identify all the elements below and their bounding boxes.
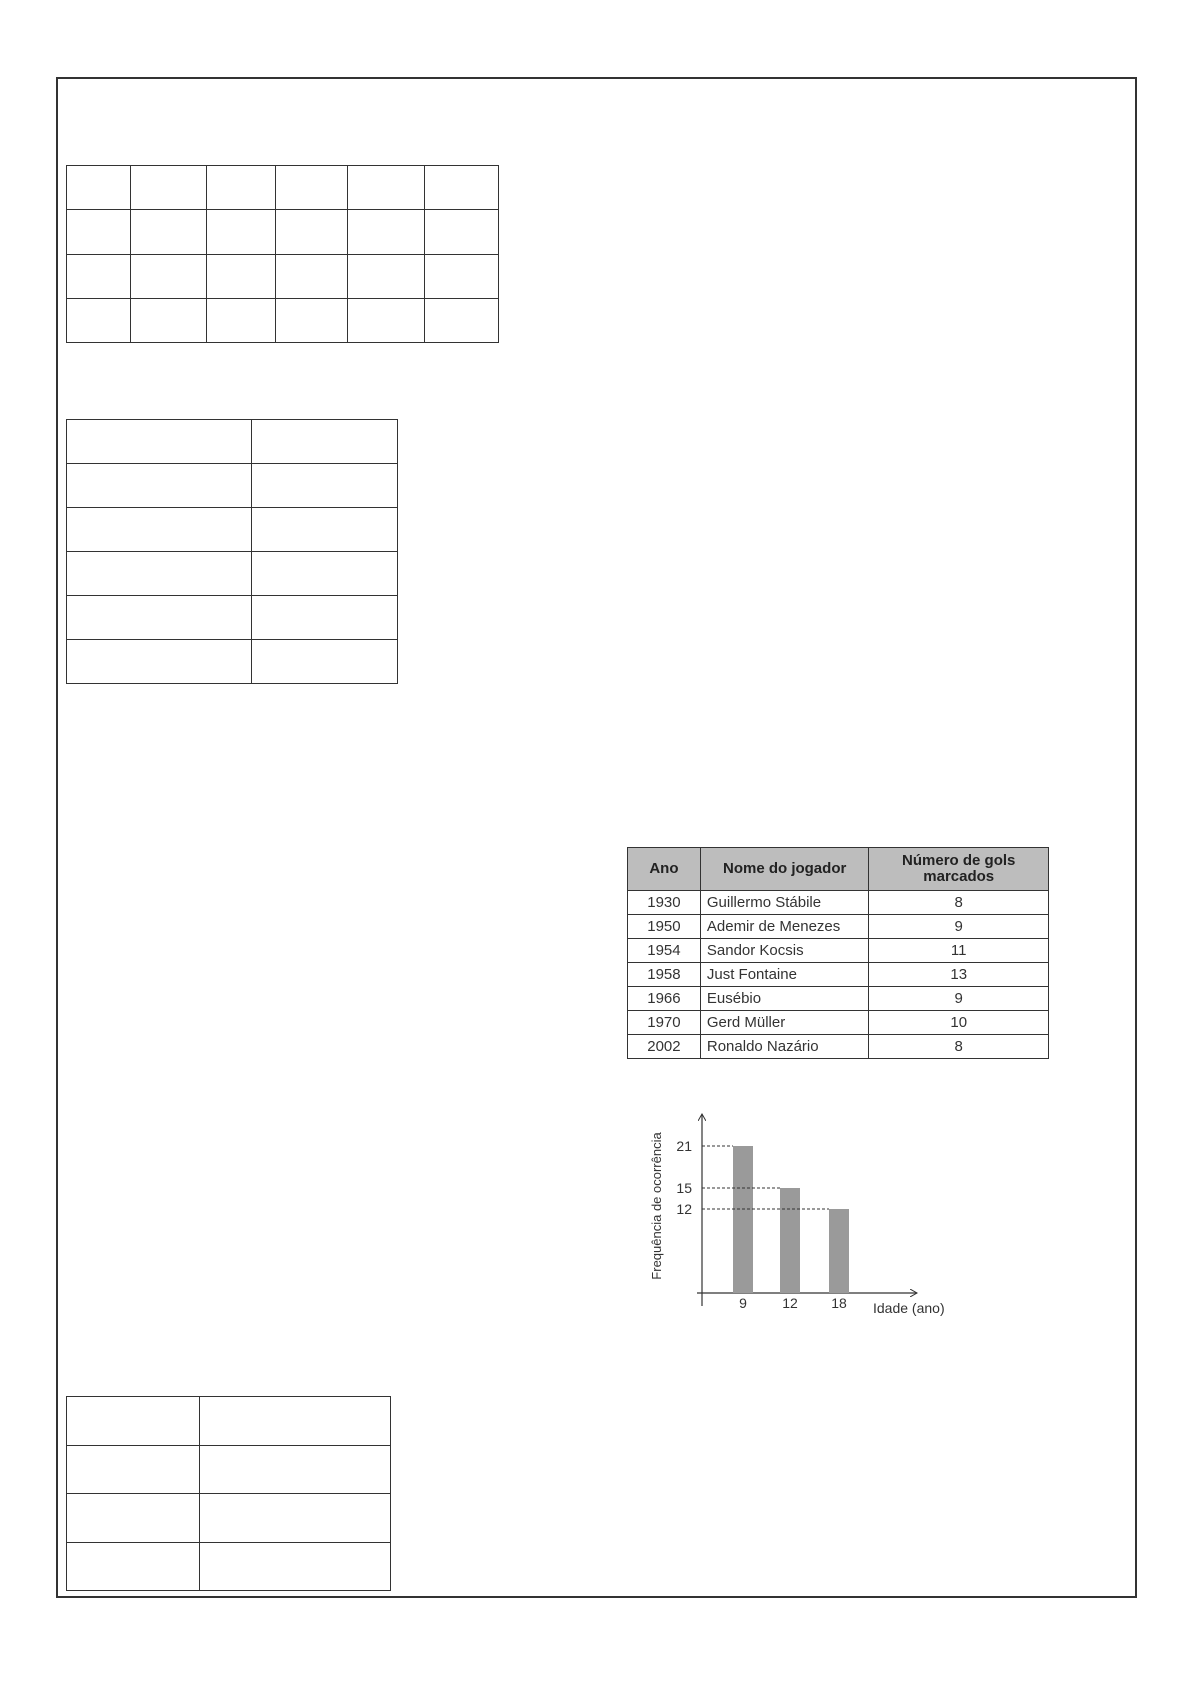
age-frequency-bar-chart bbox=[645, 1108, 975, 1318]
table-row bbox=[628, 939, 1049, 963]
x-tick-label-9: 9 bbox=[739, 1295, 747, 1311]
table-row bbox=[628, 891, 1049, 915]
table-row bbox=[628, 987, 1049, 1011]
header-ano: Ano bbox=[628, 848, 701, 891]
table-row bbox=[628, 1035, 1049, 1059]
table-row bbox=[628, 915, 1049, 939]
cell-ano: 1958 bbox=[628, 963, 701, 987]
cell-ano: 1950 bbox=[628, 915, 701, 939]
cell-nome: Ronaldo Nazário bbox=[700, 1035, 869, 1059]
empty-table-grid-b bbox=[66, 419, 398, 684]
cell-nome: Eusébio bbox=[700, 987, 869, 1011]
cell-gols: 9 bbox=[869, 987, 1049, 1011]
table-row bbox=[628, 1011, 1049, 1035]
cell-gols: 8 bbox=[869, 891, 1049, 915]
y-tick-label-21: 21 bbox=[676, 1138, 692, 1154]
y-tick-label-12: 12 bbox=[676, 1201, 692, 1217]
cell-gols: 11 bbox=[869, 939, 1049, 963]
bar-12 bbox=[780, 1188, 800, 1293]
cell-gols: 9 bbox=[869, 915, 1049, 939]
cell-nome: Ademir de Menezes bbox=[700, 915, 869, 939]
empty-table-grid-c bbox=[66, 1396, 391, 1591]
header-nome: Nome do jogador bbox=[700, 848, 869, 891]
cell-ano: 1930 bbox=[628, 891, 701, 915]
cell-nome: Sandor Kocsis bbox=[700, 939, 869, 963]
cell-gols: 10 bbox=[869, 1011, 1049, 1035]
cell-nome: Gerd Müller bbox=[700, 1011, 869, 1035]
x-tick-label-18: 18 bbox=[831, 1295, 847, 1311]
cell-gols: 8 bbox=[869, 1035, 1049, 1059]
cell-ano: 2002 bbox=[628, 1035, 701, 1059]
y-tick-label-15: 15 bbox=[676, 1180, 692, 1196]
cell-gols: 13 bbox=[869, 963, 1049, 987]
cell-nome: Just Fontaine bbox=[700, 963, 869, 987]
empty-table-grid-a bbox=[66, 165, 499, 343]
table-row bbox=[628, 963, 1049, 987]
header-gols: Número de gols marcados bbox=[869, 848, 1049, 891]
x-tick-label-12: 12 bbox=[782, 1295, 798, 1311]
top-scorers-table bbox=[627, 847, 1049, 1059]
y-axis-label: Frequência de ocorrência bbox=[649, 1132, 664, 1280]
cell-ano: 1966 bbox=[628, 987, 701, 1011]
cell-ano: 1954 bbox=[628, 939, 701, 963]
bar-18 bbox=[829, 1209, 849, 1293]
cell-ano: 1970 bbox=[628, 1011, 701, 1035]
table-header-row bbox=[628, 848, 1049, 891]
cell-nome: Guillermo Stábile bbox=[700, 891, 869, 915]
bar-9 bbox=[733, 1146, 753, 1293]
x-axis-label: Idade (ano) bbox=[873, 1300, 945, 1316]
